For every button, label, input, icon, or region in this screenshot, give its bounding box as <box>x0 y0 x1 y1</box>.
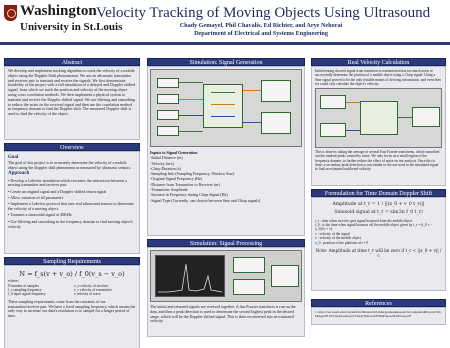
poster-header <box>0 0 450 44</box>
inputs-title: Inputs to Signal Generation <box>150 150 198 155</box>
sim-signal-panel <box>147 66 305 236</box>
sampling-heading: Sampling Requirements <box>4 257 140 265</box>
sinusoid-formula: Sinusoid signal at t_r = sin(2π f_0 t_r) <box>334 209 423 215</box>
logo-line2: University in St.Louis <box>20 21 123 33</box>
diagram-block <box>157 126 179 136</box>
list-item: • Allow variation of all parameters <box>8 195 64 201</box>
list-item: -Distance from Transmitter to Receiver (m) <box>150 181 220 187</box>
logo-line1: Washington <box>20 3 97 19</box>
diagram-wire <box>179 99 203 100</box>
list-item: • Implement a Labview protocol that uses real ultrasound sensors to determine the velocity of a moving object. <box>8 201 134 212</box>
poster-department: Department of Electrical and Systems Engineering <box>194 30 328 37</box>
signal-inputs-list <box>150 150 302 203</box>
diagram-wire <box>243 122 261 123</box>
diagram-block <box>271 265 299 287</box>
list-item: -Signal Type (Currently, can choose between Sine and Chirp signals) <box>150 197 261 203</box>
definition: c : velocity of the signal <box>315 231 350 236</box>
list-item: -Increase in Frequency during Chirp Signal (Hz) <box>150 192 228 198</box>
diagram-wire <box>211 92 235 93</box>
sampling-definitions <box>8 284 136 297</box>
diagram-wire <box>346 102 360 103</box>
definition: v_o velocity of receiver <box>74 283 109 288</box>
column-left <box>4 58 140 348</box>
list-item: • Create an original signal and a Doppler shifted return signal <box>8 188 107 194</box>
sampling-note: These sampling requirements come from the restraints of our transmitter/receiver pair. We have a fixed sampling frequency, which means the only way to increase our data's resolution is to sample for a longer period of time. <box>8 298 136 319</box>
diagram-wire <box>179 82 203 83</box>
goal-text: The goal of this project is to accurately determine the velocity of a mobile object using the Doppler shift phenomena as measured by ultrasonic sensors. <box>8 159 132 170</box>
definition: N number of samples <box>8 283 39 288</box>
list-item: -Velocity (m/s) <box>150 160 175 166</box>
diagram-block <box>320 95 346 109</box>
goal-heading: Goal <box>8 155 19 160</box>
university-logo <box>4 3 123 41</box>
list-item: -Transmitter Amplitude <box>150 187 188 193</box>
poster-authors: Chady Gemayel, Phil Chavalis, Ed Richter, and Arye Nehorai <box>179 22 343 29</box>
list-item: -Sampling Info (Sampling Frequency, Window Size) <box>150 171 235 177</box>
column-right <box>311 58 446 325</box>
processing-screenshot <box>150 250 302 302</box>
overview-heading: Overview <box>4 143 140 151</box>
labview-block-diagram <box>150 69 302 147</box>
diagram-block <box>261 112 291 134</box>
definition: f_0 input signal frequency <box>8 292 46 297</box>
processing-text: The initial and returned signals are received together. A fast Fourier transform is run on the data, and then a peak detection is used to determine the second highest peak in the desired range, which will be the Doppler shifted signal. This is then reconverted into an estimated velocity. <box>150 304 296 324</box>
approach-list <box>8 179 136 230</box>
list-item: • Develop a Labview simulation which recreates the interaction between a moving transmitter and receiver pair. <box>8 177 127 188</box>
abstract-heading: Abstract <box>4 58 140 66</box>
abstract-text: We develop and implement tracking algorithm to track the velocity of a mobile object using the Doppler Shift phenomenon. We use an ultrasonic transmitter and receiver pair to transmit and receive the signals. We first demonstrate feasibility of the project with a full simulation of a delayed and Doppler shifted signal, from which we track the position and velocity of the moving object using cross correlation methods. We then implement a physical system to transmit and receive the Doppler shifted signal. We use filtering and smoothing to reduce the noise on the received signal and then use the correlation method in frequency domain to find the Doppler shift. The measured Doppler shift is used to find the velocity of the object. <box>8 68 135 117</box>
list-item: -Original Signal Frequency (Hz) <box>150 176 203 182</box>
list-item: -Chirp Duration (s) <box>150 165 181 171</box>
sim-processing-heading: Simulation: Signal Processing <box>147 239 305 247</box>
formulation-definitions <box>315 219 442 245</box>
definition: x_0 : position of the platform at t = 0 <box>315 240 369 245</box>
poster-title: Velocity Tracking of Moving Objects Using Ultrasound <box>96 5 431 21</box>
diagram-wire <box>243 90 261 91</box>
spectrum-trace <box>156 256 224 296</box>
diagram-wire <box>179 115 203 116</box>
sampling-formula: N = f_s(v + v_o) / f_0(v_s − v_o) <box>19 270 125 278</box>
diagram-block <box>412 107 440 127</box>
diagram-block <box>261 80 291 102</box>
formulation-heading: Formulation for Time Domain Doppler Shift <box>311 189 446 197</box>
definition: t_0 : is the time when signal bounces off the mobile object given by t_r = (t_0 c − x_0)/(c + v) <box>315 223 433 232</box>
diagram-wire <box>211 116 235 117</box>
real-velocity-screenshot <box>315 88 442 148</box>
approach-heading: Approach <box>8 171 30 177</box>
spectrum-plot <box>155 255 225 297</box>
formulation-note: Note: Amplitude at time t_r will be zero if t_r < ||x_0 + v|| / c <box>315 248 442 258</box>
diagram-wire <box>179 131 203 132</box>
references-heading: References <box>311 299 446 307</box>
definition: v_s velocity of transmitter <box>74 288 112 292</box>
diagram-block <box>360 101 398 135</box>
diagram-wire <box>398 117 412 118</box>
list-item: -Initial Distance (m) <box>150 155 183 161</box>
definition: f_s sampling frequency <box>8 288 42 292</box>
definition: v velocity of wave <box>74 292 101 297</box>
diagram-block <box>233 279 265 295</box>
where-label: where: <box>8 277 19 283</box>
overview-panel <box>4 151 140 254</box>
column-middle <box>147 58 305 337</box>
sampling-panel <box>4 265 140 348</box>
diagram-block <box>203 84 243 128</box>
formulation-panel <box>311 197 446 291</box>
diagram-block <box>157 110 179 120</box>
diagram-block <box>320 123 346 137</box>
definition: v : velocity of the mobile object <box>315 236 361 241</box>
real-velocity-outro: This is done by taking the average of several Fast Fourier transforms, which smoothed out the random peaks caused by noise. We only focus on a small region of the frequency domain, to further reduce the effect of noise on our analysis. Once this is done, a secondary peak detection is run similar to the one used in the simulated signal to find an estimated unfiltered velocity. <box>315 150 440 172</box>
references-panel <box>311 307 446 325</box>
sim-signal-heading: Simulation: Signal Generation <box>147 58 305 66</box>
diagram-block <box>157 94 179 104</box>
real-velocity-intro: Initial testing showed signal from transition to transmission has too much noise to successfully determine the position of a mobile object using a Chirp signal. Using a Sine signal proved to be the only feasible means of deriving information, and even then we could only calculate the object's velocity. <box>315 69 441 86</box>
real-velocity-panel <box>311 66 446 186</box>
shield-icon <box>4 5 17 21</box>
amplitude-formula: Amplitude at t_r = 1 / ||(x_0 + v_0 t_r)|| <box>332 202 425 207</box>
list-item: • Use filtering and smoothing in the frequency domain to find moving object's velocity <box>8 218 133 229</box>
reference-item[interactable]: 1. http://cse.wustl.edu/CurrentUnd/Research/UndergraduateResearch/CompletedProjects/WebPages/Fl10/ChadyGemayel/ChadyNehorai/FOMPrepasitionPrase.pdf <box>315 310 441 318</box>
list-item: • Transmit a sinusoidal signal at 40KHz <box>8 212 72 218</box>
diagram-wire <box>346 130 360 131</box>
diagram-block <box>233 257 265 273</box>
diagram-wire <box>211 104 235 105</box>
sim-processing-panel <box>147 247 305 337</box>
diagram-block <box>157 78 179 88</box>
real-velocity-heading: Real Velocity Calculation <box>311 58 446 66</box>
header-rule <box>0 42 450 45</box>
abstract-panel <box>4 66 140 140</box>
definition: t_r : time when receiver gets signal bounced from the mobile object <box>315 218 413 223</box>
